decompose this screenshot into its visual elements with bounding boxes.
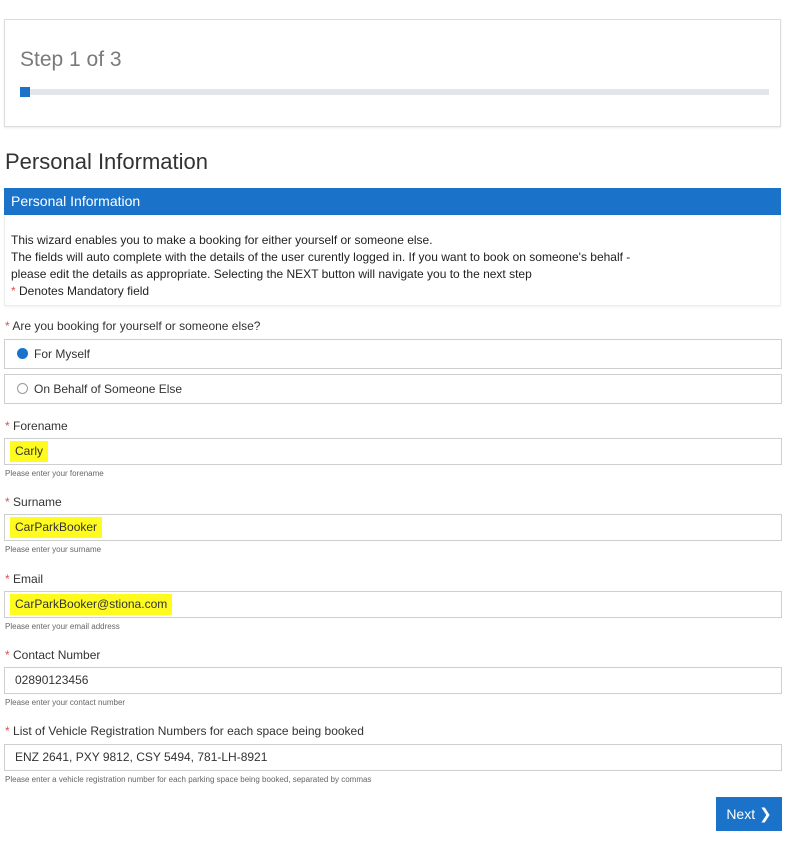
progress-card [4, 19, 781, 127]
vehicles-value: ENZ 2641, PXY 9812, CSY 5494, 781-LH-8921 [15, 750, 268, 764]
required-marker: * [5, 319, 10, 333]
option-on-behalf[interactable] [4, 374, 782, 404]
surname-hint: Please enter your surname [5, 545, 102, 554]
next-button[interactable] [716, 797, 782, 831]
forename-label [5, 419, 68, 433]
booking-for-label [5, 319, 260, 333]
mandatory-note-text: Denotes Mandatory field [19, 284, 150, 298]
email-label-text: Email [13, 572, 44, 586]
required-marker: * [5, 724, 10, 738]
surname-value: CarParkBooker [10, 517, 102, 538]
contact-label-text: Contact Number [13, 648, 101, 662]
option-label: For Myself [34, 347, 91, 361]
chevron-right-icon: ❯ [759, 806, 772, 823]
email-input[interactable] [4, 591, 782, 618]
email-hint: Please enter your email address [5, 622, 120, 631]
page-title: Personal Information [5, 149, 208, 174]
panel-line-2: The fields will auto complete with the details of the user curently logged in. If you want to book on someone's behalf - please edit the details as appropriate. Selecting the NEXT button will navigate you to the next step [11, 250, 631, 281]
step-indicator: Step 1 of 3 [20, 48, 122, 71]
option-label: On Behalf of Someone Else [34, 382, 183, 396]
option-for-myself[interactable] [4, 339, 782, 369]
vehicles-input[interactable] [4, 744, 782, 771]
email-value: CarParkBooker@stiona.com [10, 594, 172, 615]
next-button-label: Next [726, 806, 756, 822]
required-marker: * [5, 419, 10, 433]
surname-input[interactable] [4, 514, 782, 541]
panel-line-1: This wizard enables you to make a booking for either yourself or someone else. [11, 233, 433, 247]
progress-fill [20, 87, 30, 97]
panel-description [11, 232, 651, 283]
contact-input[interactable] [4, 667, 782, 694]
contact-hint: Please enter your contact number [5, 698, 126, 707]
email-label [5, 572, 43, 586]
surname-label-text: Surname [13, 495, 62, 509]
vehicles-label-text: List of Vehicle Registration Numbers for each space being booked [13, 724, 364, 738]
contact-value: 02890123456 [15, 673, 89, 687]
surname-label [5, 495, 62, 509]
required-marker: * [5, 648, 10, 662]
forename-input[interactable] [4, 438, 782, 465]
forename-value: Carly [10, 441, 48, 462]
radio-selected-icon[interactable] [17, 348, 28, 359]
required-marker: * [5, 495, 10, 509]
panel-header: Personal Information [4, 188, 781, 215]
required-marker: * [11, 284, 16, 298]
contact-label [5, 648, 100, 662]
radio-unselected-icon[interactable] [17, 383, 28, 394]
required-marker: * [5, 572, 10, 586]
booking-for-question: Are you booking for yourself or someone else? [12, 319, 261, 333]
mandatory-note [11, 283, 149, 300]
vehicles-hint: Please enter a vehicle registration number for each parking space being booked, separated by commas [5, 775, 372, 784]
panel-body [4, 215, 781, 306]
forename-hint: Please enter your forename [5, 469, 104, 478]
progress-bar [20, 89, 769, 95]
vehicles-label [5, 724, 364, 738]
forename-label-text: Forename [13, 419, 68, 433]
